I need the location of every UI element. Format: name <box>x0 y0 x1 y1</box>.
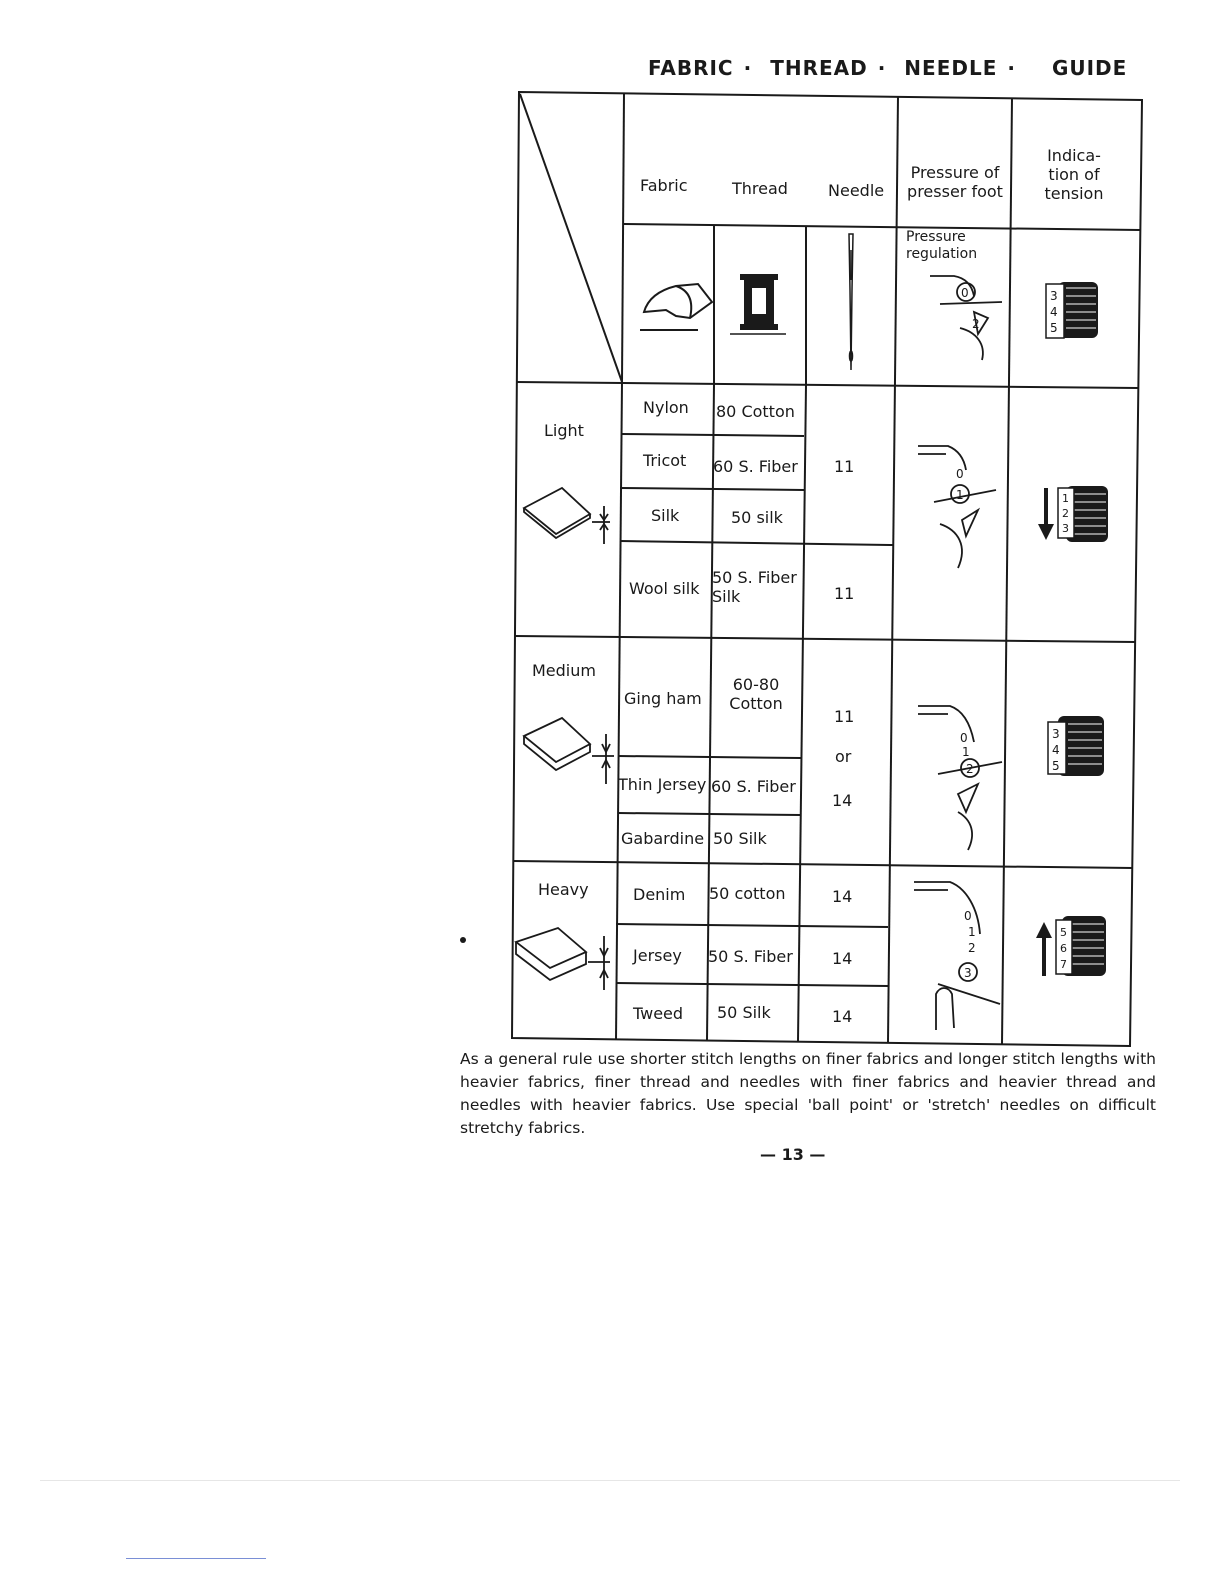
tension-number: 5 <box>1050 321 1058 335</box>
thread-woolsilk: 50 S. Fiber Silk <box>712 568 797 606</box>
tension-number: 4 <box>1050 305 1058 319</box>
light-fabric-icon <box>522 484 614 548</box>
title-thread: THREAD <box>770 56 868 80</box>
fabric-nylon: Nylon <box>643 398 689 417</box>
guide-note: As a general rule use shorter stitch lengths on finer fabrics and longer stitch lengths with heavier fabrics, finer thread and needles with finer fabrics and heavier thread and needles with heavier fabrics. Use special 'ball point' or 'stretch' needles on difficult stretchy fabrics. <box>460 1050 1156 1137</box>
tension-dial-heavy <box>1034 914 1108 978</box>
pressure-mark: 2 <box>968 941 976 955</box>
tension-number: 3 <box>1052 727 1060 741</box>
tension-number: 2 <box>1062 507 1069 520</box>
tension-number: 4 <box>1052 743 1060 757</box>
pressure-mark: 1 <box>968 925 976 939</box>
category-medium: Medium <box>532 661 596 680</box>
thread-nylon: 80 Cotton <box>716 402 795 421</box>
needle-medium-a: 11 <box>834 707 855 726</box>
tension-dial-header <box>1044 278 1102 342</box>
title-needle: NEEDLE <box>904 56 998 80</box>
thread-tweed: 50 Silk <box>717 1003 771 1022</box>
pressure-mark: 1 <box>956 488 964 502</box>
heavy-fabric-icon <box>514 926 614 992</box>
header-needle: Needle <box>828 181 885 200</box>
tension-number: 3 <box>1050 289 1058 303</box>
pressure-mark: 0 <box>960 731 968 745</box>
category-light: Light <box>544 421 584 440</box>
presser-foot-diagram-medium <box>918 702 1004 852</box>
page-number: — 13 — <box>760 1145 826 1164</box>
pressure-mark: 3 <box>964 966 972 980</box>
pressure-mark: 0 <box>961 286 969 300</box>
bottom-rule <box>40 1480 1180 1481</box>
needle-icon <box>840 230 862 376</box>
tension-dial-medium <box>1042 714 1106 778</box>
tension-number: 7 <box>1060 958 1067 971</box>
pressure-mark: 0 <box>956 467 964 481</box>
thread-jersey: 50 S. Fiber <box>708 947 793 966</box>
fabric-tricot: Tricot <box>643 451 687 470</box>
pressure-mark: 2 <box>972 317 980 331</box>
presser-foot-diagram-light <box>918 440 1002 570</box>
pressure-mark: 0 <box>964 909 972 923</box>
fabric-tweed: Tweed <box>633 1004 684 1023</box>
pressure-mark: 1 <box>962 745 970 759</box>
fabric-thinjersey: Thin Jersey <box>618 775 707 794</box>
thread-gabardine: 50 Silk <box>713 829 767 848</box>
thread-tricot: 60 S. Fiber <box>713 457 798 476</box>
needle-denim: 14 <box>832 887 853 906</box>
tension-number: 3 <box>1062 522 1069 535</box>
thread-silk: 50 silk <box>731 508 783 527</box>
presser-foot-diagram-header <box>930 268 1010 364</box>
page-title: FABRIC · THREAD · NEEDLE · GUIDE <box>648 56 1128 80</box>
header-tension: Indica- tion of tension <box>1044 146 1104 203</box>
arrow-up-icon <box>1036 922 1052 976</box>
thread-denim: 50 cotton <box>709 884 786 903</box>
pressure-regulation-label: Pressure regulation <box>906 229 978 262</box>
arrow-down-icon <box>1038 488 1054 540</box>
fabric-denim: Denim <box>633 885 686 904</box>
needle-light-top: 11 <box>834 457 855 476</box>
title-fabric: FABRIC <box>648 56 734 80</box>
needle-tweed: 14 <box>832 1007 853 1026</box>
medium-fabric-icon <box>522 716 616 786</box>
needle-medium-b: 14 <box>832 791 853 810</box>
title-guide: GUIDE <box>1051 56 1128 80</box>
fabric-gingham: Ging ham <box>624 689 702 708</box>
thread-thinjersey: 60 S. Fiber <box>711 777 796 796</box>
tension-number: 6 <box>1060 942 1067 955</box>
category-heavy: Heavy <box>538 880 589 899</box>
header-diagonal-line <box>520 94 622 382</box>
thread-gingham: 60-80 Cotton <box>729 675 783 713</box>
margin-dot <box>460 937 466 943</box>
needle-light-bottom: 11 <box>834 584 855 603</box>
fabric-woolsilk: Wool silk <box>629 579 700 598</box>
header-fabric: Fabric <box>640 176 688 195</box>
fabric-silk: Silk <box>651 506 680 525</box>
tension-dial-light <box>1034 484 1110 544</box>
header-pressure: Pressure of presser foot <box>907 163 1003 201</box>
fabric-gabardine: Gabardine <box>621 829 705 848</box>
tension-number: 5 <box>1052 759 1060 773</box>
needle-medium-or: or <box>835 747 852 766</box>
bottom-blue-rule <box>126 1558 266 1559</box>
pressure-mark: 2 <box>966 762 974 776</box>
fabric-jersey: Jersey <box>633 946 682 965</box>
tension-number: 1 <box>1062 492 1069 505</box>
header-thread: Thread <box>732 179 788 198</box>
fabric-icon <box>636 272 716 336</box>
needle-jersey: 14 <box>832 949 853 968</box>
presser-foot-diagram-heavy <box>914 878 1004 1034</box>
tension-number: 5 <box>1060 926 1067 939</box>
thread-spool-icon <box>728 270 794 338</box>
